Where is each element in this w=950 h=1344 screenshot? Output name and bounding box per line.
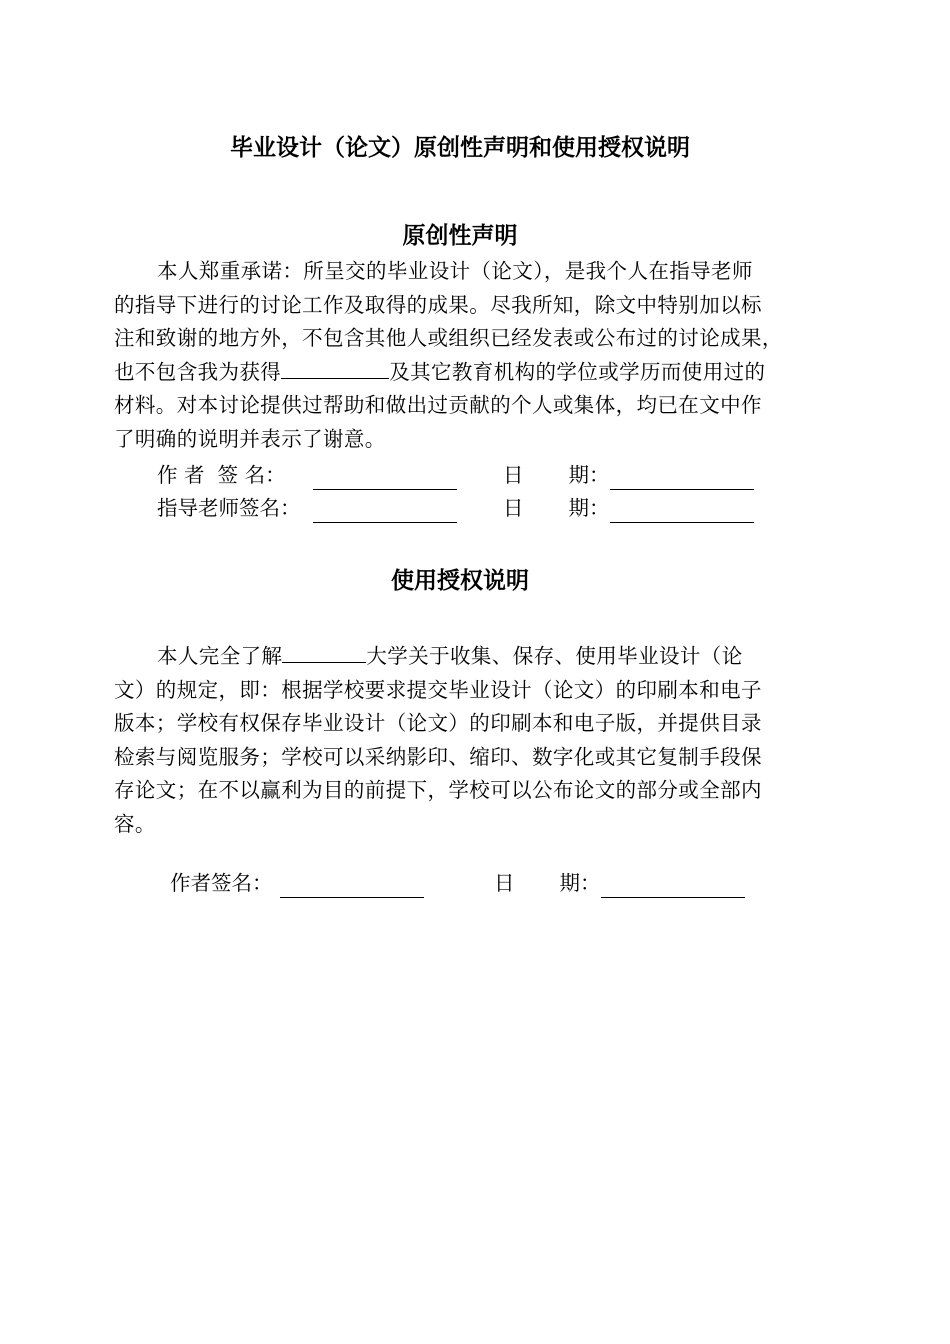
date-label-part: 期： [568,463,610,487]
date-label-part: 期： [559,871,601,895]
university-blank [282,640,366,663]
authorization-paragraph [114,640,822,842]
authorization-date-line [601,873,745,898]
originality-line: 本人郑重承诺：所呈交的毕业设计（论文），是我个人在指导老师 [157,259,753,283]
authorization-sign-label: 作者签名： [170,871,273,895]
author-date-line [610,465,754,490]
date-label-part: 日 [494,871,515,895]
originality-paragraph [114,255,822,457]
author-sign-label: 作 者 签 名： [157,463,286,487]
authorization-sign-line [280,873,424,898]
advisor-sign-line [313,498,457,523]
advisor-date-line [610,498,754,523]
authorization-line: 版本；学校有权保存毕业设计（论文）的印刷本和电子版，并提供目录 [114,711,762,736]
originality-line: 注和致谢的地方外，不包含其他人或组织已经发表或公布过的讨论成果， [114,326,783,351]
originality-line-part: 及其它教育机构的学位或学历而使用过的 [389,359,766,384]
originality-line: 的指导下进行的讨论工作及取得的成果。尽我所知，除文中特别加以标 [114,292,762,317]
authorization-line: 容。 [114,811,156,836]
originality-line: 材料。对本讨论提供过帮助和做出过贡献的个人或集体，均已在文中作 [114,393,762,418]
date-label-part: 日 [503,463,524,487]
advisor-sign-label: 指导老师签名： [157,496,301,520]
authorization-line: 文）的规定，即：根据学校要求提交毕业设计（论文）的印刷本和电子 [114,677,762,702]
originality-line-part: 也不包含我为获得 [114,359,282,384]
authorization-heading: 使用授权说明 [391,568,529,594]
degree-blank [281,356,389,379]
author-sign-line [313,465,457,490]
authorization-signature-row [170,868,745,898]
originality-line-with-blank [114,356,822,390]
authorization-line: 存论文；在不以赢利为目的前提下，学校可以公布论文的部分或全部内 [114,778,762,803]
date-label-part: 日 [503,496,524,520]
authorization-line: 检索与阅览服务；学校可以采纳影印、缩印、数字化或其它复制手段保 [114,744,762,769]
authorization-line-part: 本人完全了解 [157,644,283,668]
main-title: 毕业设计（论文）原创性声明和使用授权说明 [230,135,690,161]
author-signature-row [157,460,754,490]
authorization-line-with-blank [114,640,822,674]
originality-heading: 原创性声明 [402,223,518,249]
advisor-signature-row [157,493,754,523]
authorization-line-part: 大学关于收集、保存、使用毕业设计（论 [366,644,743,668]
originality-line: 了明确的说明并表示了谢意。 [114,426,386,451]
date-label-part: 期： [568,496,610,520]
